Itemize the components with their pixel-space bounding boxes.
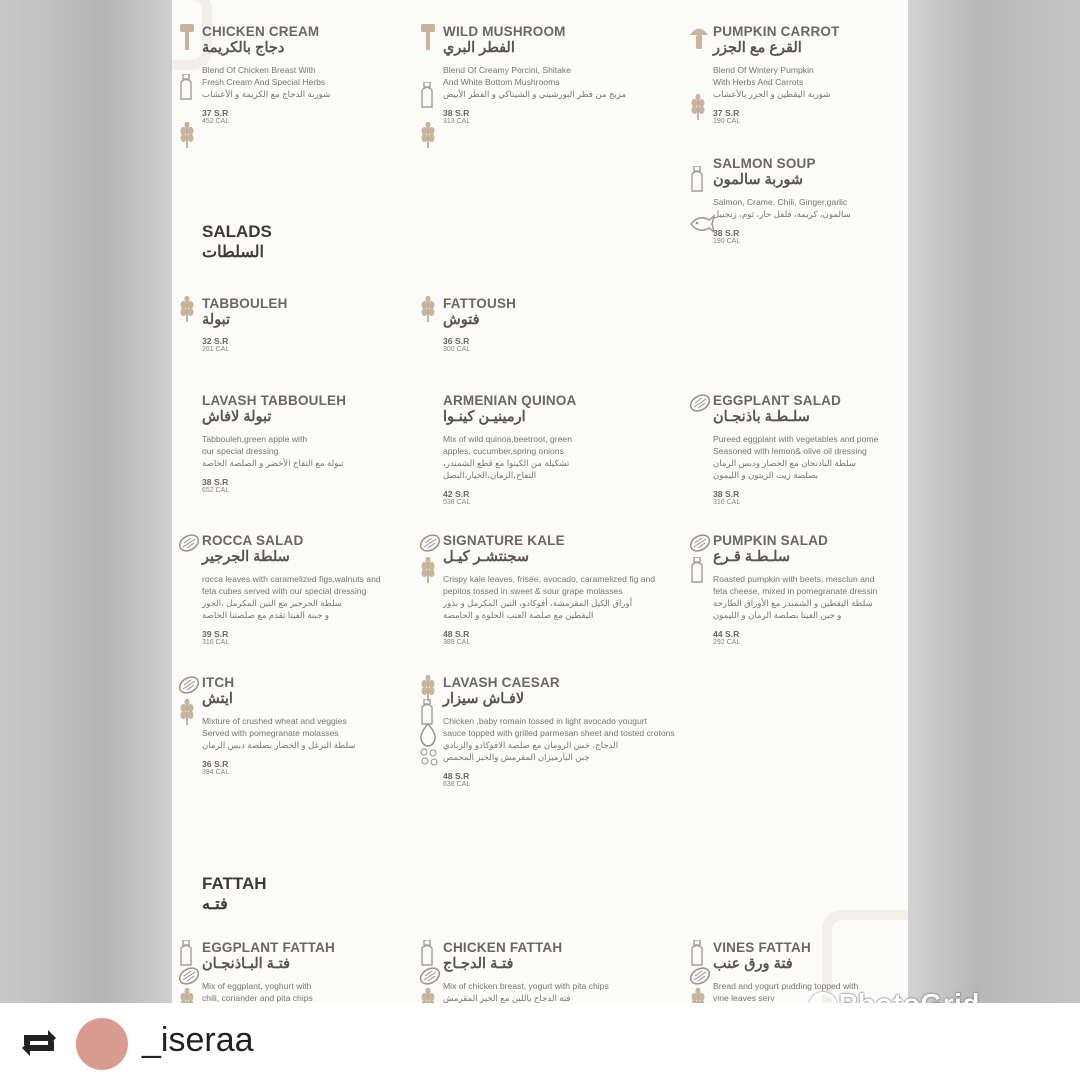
item-name: ARMENIAN QUINOA xyxy=(443,393,577,408)
description-line: pepitos tossed in sweet & sour grape molasses xyxy=(443,586,623,596)
seeds-icon xyxy=(419,747,439,772)
username[interactable]: _iseraa xyxy=(142,1021,254,1059)
bottle-icon xyxy=(689,557,705,588)
wheat-icon xyxy=(178,296,196,327)
nut-icon xyxy=(689,393,711,418)
description-line: Blend Of Creamy Porcini, Shitake xyxy=(443,65,572,75)
fattah-title: FATTAH xyxy=(202,874,267,893)
wheat-icon xyxy=(178,122,196,153)
description-line: Salmon, Crame, Chili, Ginger,garlic xyxy=(713,197,848,207)
menu-page xyxy=(172,0,908,1080)
item-price: 32 S.R xyxy=(202,336,229,346)
description-line-ar: تبولة مع التفاح الأخضر و الصلصة الخاصة xyxy=(202,458,344,468)
description-line: rocca leaves with caramelized figs,walnuts and xyxy=(202,574,381,584)
description-line-ar: سلطة البرغل و الخضار بصلصة دبس الرمان xyxy=(202,740,356,750)
item-price: 38 S.R xyxy=(713,489,740,499)
bottle-icon xyxy=(178,74,194,105)
item-name-ar: فتـة البـاذنجـان xyxy=(202,956,291,972)
salad-item xyxy=(419,296,516,353)
mushroom-icon xyxy=(689,24,709,55)
item-price: 37 S.R xyxy=(713,108,740,118)
item-price: 42 S.R xyxy=(443,489,470,499)
item-price: 39 S.R xyxy=(202,629,229,639)
nut-icon xyxy=(178,533,200,558)
soup-item xyxy=(689,24,840,125)
item-description xyxy=(202,64,330,100)
description-line: Blend Of Wintery Pumpkin xyxy=(713,65,814,75)
nut-icon xyxy=(178,675,200,700)
salad-item xyxy=(419,675,675,788)
salad-item xyxy=(178,675,356,776)
item-description xyxy=(202,573,381,621)
salad-item xyxy=(178,393,346,494)
item-calories: 316 CAL xyxy=(713,499,741,506)
background-left xyxy=(0,0,172,1080)
item-name: CHICKEN FATTAH xyxy=(443,940,563,955)
description-line-ar: سلطة الباذنجان مع الخضار ودبس الرمان xyxy=(713,458,857,468)
item-name: ROCCA SALAD xyxy=(202,533,304,548)
repost-bar xyxy=(0,1003,1080,1080)
description-line: Fresh Cream And Special Herbs xyxy=(202,77,326,87)
item-name-ar: سجنتشـر كيـل xyxy=(443,549,529,565)
description-line: Served with pomegranate molasses xyxy=(202,728,339,738)
item-name-ar: دجاج بالكريمة xyxy=(202,40,285,56)
item-description xyxy=(443,64,626,100)
soup-item xyxy=(689,156,851,245)
item-price: 48 S.R xyxy=(443,771,470,781)
bottle-icon xyxy=(419,82,435,113)
item-price: 36 S.R xyxy=(443,336,470,346)
repost-icon[interactable] xyxy=(18,1027,60,1059)
soup-item xyxy=(419,24,626,125)
item-calories: 190 CAL xyxy=(713,118,741,125)
salads-heading xyxy=(202,222,272,262)
salad-item xyxy=(419,533,655,646)
item-price: 38 S.R xyxy=(443,108,470,118)
description-line-ar: سلطة اليقطين و الشمندر مع الأوراق الطازجة xyxy=(713,598,873,608)
item-name: WILD MUSHROOM xyxy=(443,24,566,39)
description-line: sauce topped with grilled parmesan sheet and tosted crotons xyxy=(443,728,675,738)
item-calories: 292 CAL xyxy=(713,639,741,646)
item-calories: 638 CAL xyxy=(443,781,471,788)
item-name-ar: الفطر البري xyxy=(443,40,515,56)
salad-item xyxy=(689,533,877,646)
item-name: TABBOULEH xyxy=(202,296,288,311)
salad-item xyxy=(178,533,381,646)
description-line: apples, cucumber,spring onions xyxy=(443,446,564,456)
item-calories: 652 CAL xyxy=(202,487,230,494)
description-line: Blend Of Chicken Breast With xyxy=(202,65,316,75)
item-name: LAVASH CAESAR xyxy=(443,675,560,690)
description-line: Chicken ,baby romain tossed in light avocado yougurt xyxy=(443,716,647,726)
item-name: EGGPLANT SALAD xyxy=(713,393,842,408)
description-line-ar: بصلصة زيت الزيتون و الليمون xyxy=(713,470,819,480)
salads-title: SALADS xyxy=(202,222,272,241)
item-description xyxy=(202,433,346,469)
item-description xyxy=(443,715,675,763)
nut-icon xyxy=(419,533,441,558)
description-line: Bread and yogurt pudding topped with xyxy=(713,981,859,991)
salad-item xyxy=(178,296,288,353)
fish-icon xyxy=(689,212,715,241)
item-name: EGGPLANT FATTAH xyxy=(202,940,335,955)
item-price: 38 S.R xyxy=(202,477,229,487)
item-description xyxy=(713,433,878,481)
item-name-ar: القرع مع الجزر xyxy=(713,40,802,56)
description-line-ar: تشكيلة من الكينوا مع قطع الشمندر، xyxy=(443,458,570,468)
item-name-ar: تبولة xyxy=(202,312,231,328)
item-name-ar: سلـطـة باذنجـان xyxy=(713,409,810,425)
salad-item xyxy=(419,393,577,506)
description-line: Mix of wild quinoa,beetroot, green xyxy=(443,434,572,444)
description-line: Mix of chicken breast, yogurt with pita chips xyxy=(443,981,609,991)
description-line: vine leaves serv xyxy=(713,993,775,1003)
item-name-ar: تبولة لافاش xyxy=(202,409,272,425)
item-calories: 452 CAL xyxy=(202,118,230,125)
item-name-ar: ارمينيـن كينـوا xyxy=(443,409,526,425)
description-line: And White Bottom Mushrooms xyxy=(443,77,560,87)
item-name: CHICKEN CREAM xyxy=(202,24,320,39)
description-line-ar: الدجاج، خس الرومان مع صلصة الافوكادو والزبادي xyxy=(443,740,619,750)
item-calories: 538 CAL xyxy=(443,499,471,506)
wheat-icon xyxy=(419,122,437,153)
wheat-icon xyxy=(689,94,707,125)
description-line: feta cubes served with our special dressing xyxy=(202,586,367,596)
nut-icon xyxy=(689,533,711,558)
description-line: With Herbs And Carrots xyxy=(713,77,804,87)
description-line-ar: و جبنة الفيتا تقدم مع صلصتنا الخاصة xyxy=(202,610,329,620)
soup-item xyxy=(178,24,330,125)
description-line: Crispy kale leaves, frisée, avocado, caramelized fig and xyxy=(443,574,656,584)
item-price: 38 S.R xyxy=(713,228,740,238)
item-description xyxy=(713,573,877,621)
item-price: 44 S.R xyxy=(713,629,740,639)
item-name: ITCH xyxy=(202,675,235,690)
fork-icon xyxy=(178,24,196,55)
item-name: PUMPKIN SALAD xyxy=(713,533,829,548)
item-calories: 389 CAL xyxy=(443,639,471,646)
item-calories: 261 CAL xyxy=(202,346,230,353)
wheat-icon xyxy=(178,699,196,730)
description-line-ar: أوراق الكيل المقرمشة، أفوكادو، التين المكرمل و بذور xyxy=(443,598,633,608)
item-calories: 190 CAL xyxy=(713,238,741,245)
description-line-ar: فتة الدجاج باللبن مع الخبز المقرمش xyxy=(443,993,571,1003)
item-name-ar: فتوش xyxy=(443,312,480,328)
description-line: Mixture of crushed wheat and veggies xyxy=(202,716,347,726)
item-description xyxy=(202,715,356,751)
description-line-ar: سلطة الجرجير مع التين المكرمل ،الجوز xyxy=(202,598,342,608)
item-description xyxy=(443,980,609,1004)
description-line-ar: التفاح،الرمان،الخيار،البصل xyxy=(443,470,537,480)
item-name-ar: ايتش xyxy=(202,691,233,707)
description-line: Seasoned with lemon& olive oil dressing xyxy=(713,446,867,456)
background-right xyxy=(908,0,1080,1080)
item-price: 37 S.R xyxy=(202,108,229,118)
description-line: Roasted pumpkin with beets, mesclun and xyxy=(713,574,875,584)
description-line-ar: شوربة اليقطين و الجزر بالأعشاب xyxy=(713,89,831,99)
fattah-title-ar: فتـه xyxy=(202,896,228,913)
item-name: VINES FATTAH xyxy=(713,940,811,955)
item-name-ar: شوربة سالمون xyxy=(713,172,803,188)
description-line: feta cheese, mixed in pomegranate dressin xyxy=(713,586,878,596)
item-name: PUMPKIN CARROT xyxy=(713,24,840,39)
description-line: Tabbouleh,green apple with xyxy=(202,434,308,444)
item-description xyxy=(713,196,851,220)
item-description xyxy=(713,64,840,100)
description-line: Mix of eggplant, yoghurt with xyxy=(202,981,312,991)
description-line-ar: و جبن الفيتا بصلصة الرمان و الليمون xyxy=(713,610,842,620)
salad-item xyxy=(689,393,878,506)
salads-title-ar: السلطات xyxy=(202,244,264,261)
item-name-ar: سلـطـة قـرع xyxy=(713,549,790,565)
fattah-heading xyxy=(202,874,267,914)
item-name-ar: فتة ورق عنب xyxy=(713,956,793,972)
item-name: SALMON SOUP xyxy=(713,156,816,171)
description-line: chili, coriander and pita chips xyxy=(202,993,313,1003)
item-price: 48 S.R xyxy=(443,629,470,639)
item-price: 36 S.R xyxy=(202,759,229,769)
description-line-ar: مزيج من فطر البورشيني و الشيتاكي و الفطر الأبيض xyxy=(443,89,627,99)
item-calories: 316 CAL xyxy=(202,639,230,646)
description-line-ar: اليقطين مع صلصة العنب الحلوة و الحامضة xyxy=(443,610,594,620)
fork-icon xyxy=(419,24,437,55)
item-calories: 300 CAL xyxy=(443,346,471,353)
item-name-ar: فتـة الدجـاج xyxy=(443,956,514,972)
description-line-ar: سالمون، كريمة، فلفل حار، ثوم، زنجبيل xyxy=(713,209,851,219)
item-name: SIGNATURE KALE xyxy=(443,533,565,548)
description-line: Pureed eggplant with vegetables and pome xyxy=(713,434,879,444)
item-description xyxy=(443,573,655,621)
item-name: LAVASH TABBOULEH xyxy=(202,393,347,408)
item-name-ar: سلطة الجرجير xyxy=(202,549,290,565)
item-description xyxy=(443,433,577,481)
item-calories: 394 CAL xyxy=(202,769,230,776)
item-calories: 313 CAL xyxy=(443,118,471,125)
description-line-ar: جبن البارميزان المقرمش والخبز المحمص xyxy=(443,752,590,762)
item-name-ar: لافـاش سيزار xyxy=(443,691,525,707)
description-line: our special dressing xyxy=(202,446,279,456)
wheat-icon xyxy=(419,296,437,327)
wheat-icon xyxy=(419,557,437,588)
bottle-icon xyxy=(689,166,705,197)
description-line-ar: شوربة الدجاج مع الكريمة و الأعشاب xyxy=(202,89,331,99)
item-name: FATTOUSH xyxy=(443,296,517,311)
avatar[interactable] xyxy=(76,1018,128,1070)
